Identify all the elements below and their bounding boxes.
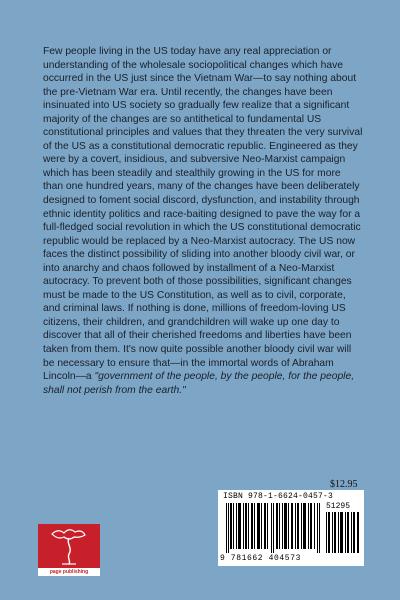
blurb-paragraph — [43, 45, 363, 397]
publisher-logo-label: page publishing — [38, 568, 100, 576]
barcode-addon-bars — [326, 512, 360, 553]
back-cover-blurb — [43, 45, 363, 397]
barcode-addon-number: 51295 — [326, 502, 351, 511]
blurb-text: Few people living in the US today have any real appreciation or understanding of the wholesale sociopolitical changes which have occurred in the US just since the Vietnam War—to say nothing about the pre-Vietnam War era. Until recently, the changes have been insinuated into US society so gradually few realize that a significant majority of the changes are so antithetical to fundamental US constitutional principles and values that they threaten the very survival of the US as a constitutional democratic republic. Engineered as they were by a covert, insidious, and subversive Neo-Marxist campaign which has been steadily and stealthily growing in the US for more than one hundred years, many of the changes have been deliberately designed to foment social discord, dysfunction, and instability through ethnic identity politics and race-baiting designed to pave the way for a full-fledged social revolution in which the US constitutional democratic republic would be replaced by a Neo-Marxist autocracy. The US now faces the distinct possibility of sliding into another bloody civil war, or into anarchy and chaos followed by installment of a Neo-Marxist autocracy. To prevent both of those possibilities, significant changes must be made to the US Constitution, as well as to civil, corporate, and criminal laws. If nothing is done, millions of freedom-loving US citizens, their children, and grandchildren will wake up one day to discover that all of their cherished freedoms and liberties have been taken from them. It's now quite possible another bloody civil war will be necessary to ensure that—in the immortal words of Abraham Lincoln—a — [43, 46, 363, 383]
lincoln-quote: "government of the people, by the people, for the people, shall not perish from the earth." — [43, 371, 355, 396]
publisher-logo-icon — [38, 524, 100, 568]
isbn-barcode — [218, 490, 364, 566]
isbn-label: ISBN 978-1-6624-0457-3 — [223, 492, 334, 501]
price-label: $12.95 — [330, 479, 358, 490]
isbn-digits: 9 781662 404573 — [220, 554, 302, 563]
barcode-main-bars — [226, 503, 321, 553]
